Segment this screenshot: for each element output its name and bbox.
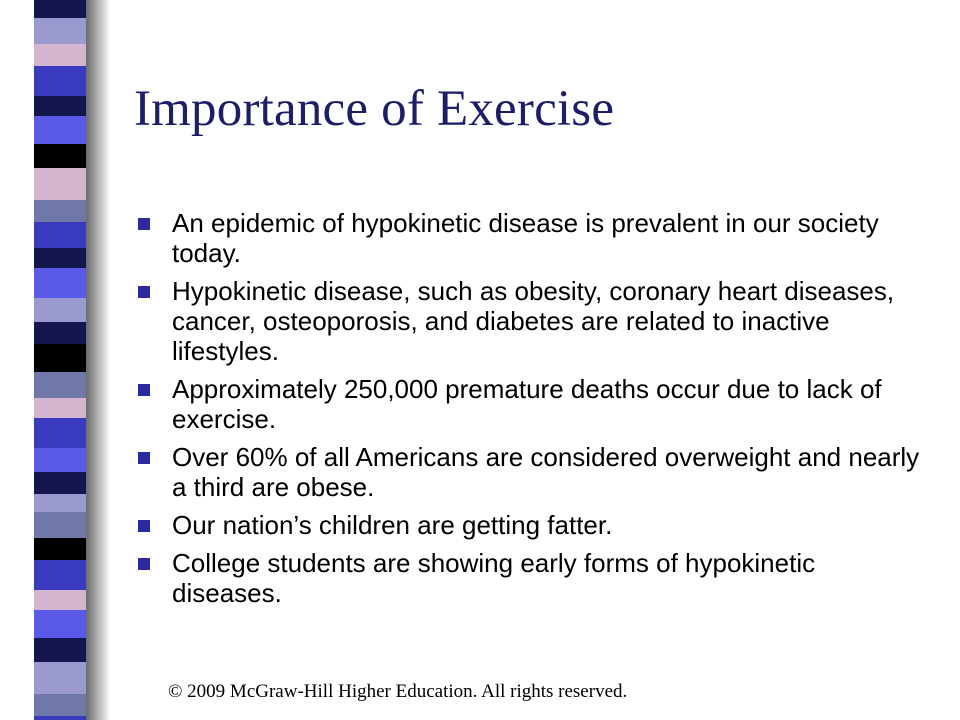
stripe-segment — [34, 222, 86, 248]
stripe-segment — [34, 448, 86, 472]
stripe-segment — [34, 168, 86, 200]
stripe-segment — [34, 44, 86, 66]
slide-title: Importance of Exercise — [134, 81, 615, 137]
stripe-segment — [34, 116, 86, 144]
square-bullet-icon — [138, 286, 150, 298]
stripe-shadow — [86, 0, 110, 720]
stripe-segment — [34, 268, 86, 298]
stripe-segment — [34, 248, 86, 268]
stripe-segment — [34, 662, 86, 694]
stripe-segment — [34, 344, 86, 372]
stripe-segment — [34, 200, 86, 222]
stripe-segment — [34, 472, 86, 494]
stripe-segment — [34, 0, 86, 18]
bullet-item — [138, 374, 928, 434]
square-bullet-icon — [138, 384, 150, 396]
stripe-segment — [34, 716, 86, 720]
stripe-segment — [34, 512, 86, 538]
stripe-segment — [34, 66, 86, 96]
square-bullet-icon — [138, 218, 150, 230]
bullet-text: College students are showing early forms of hypokinetic diseases. — [172, 548, 816, 608]
decorative-stripe — [34, 0, 86, 720]
stripe-segment — [34, 18, 86, 44]
stripe-segment — [34, 560, 86, 590]
bullet-list — [138, 208, 928, 616]
bullet-item — [138, 548, 928, 608]
bullet-text: Approximately 250,000 premature deaths occur due to lack of exercise. — [172, 374, 882, 434]
square-bullet-icon — [138, 520, 150, 532]
stripe-segment — [34, 144, 86, 168]
bullet-text: Our nation’s children are getting fatter. — [172, 510, 613, 540]
stripe-segment — [34, 494, 86, 512]
stripe-segment — [34, 590, 86, 610]
stripe-segment — [34, 322, 86, 344]
bullet-text: Over 60% of all Americans are considered overweight and nearly a third are obese. — [172, 442, 920, 502]
bullet-item — [138, 276, 928, 366]
stripe-segment — [34, 96, 86, 116]
stripe-segment — [34, 372, 86, 398]
square-bullet-icon — [138, 558, 150, 570]
stripe-segment — [34, 418, 86, 448]
bullet-text: An epidemic of hypokinetic disease is prevalent in our society today. — [172, 208, 879, 268]
stripe-segment — [34, 298, 86, 322]
bullet-item — [138, 442, 928, 502]
stripe-segment — [34, 610, 86, 638]
bullet-item — [138, 208, 928, 268]
bullet-text: Hypokinetic disease, such as obesity, coronary heart diseases, cancer, osteoporosis, and diabetes are related to inactive lifestyles. — [172, 276, 895, 366]
stripe-segment — [34, 638, 86, 662]
stripe-segment — [34, 538, 86, 560]
copyright-footer: © 2009 McGraw-Hill Higher Education. All rights reserved. — [168, 681, 628, 702]
bullet-item — [138, 510, 928, 540]
square-bullet-icon — [138, 452, 150, 464]
stripe-segment — [34, 694, 86, 716]
stripe-segment — [34, 398, 86, 418]
